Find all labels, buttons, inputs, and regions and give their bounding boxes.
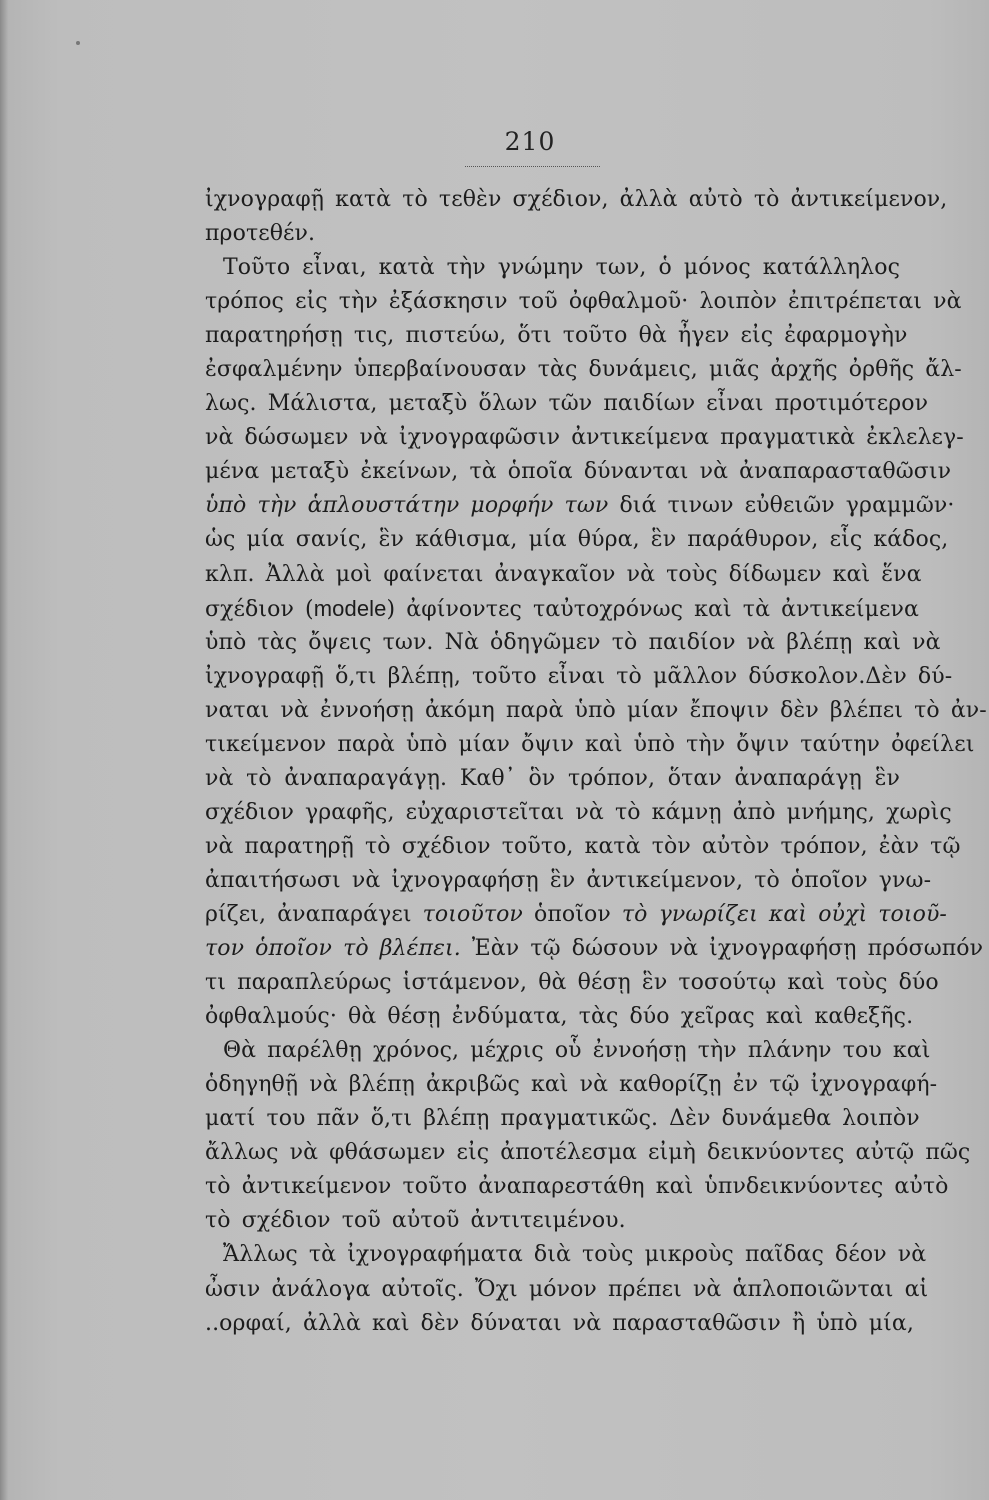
text-span: τὸ σχέδιον τοῦ αὐτοῦ ἀντιτειμένου. xyxy=(205,1208,626,1234)
text-span: Θὰ παρέλθῃ χρόνος, μέχρις οὗ ἐννοήσῃ τὴν πλάνην του καὶ xyxy=(223,1038,931,1064)
text-line xyxy=(205,1102,920,1136)
text-line xyxy=(205,1034,931,1068)
text-span: ὑπὸ τὰς ὄψεις των. Νὰ ὁδηγῶμεν τὸ παιδίον νὰ βλέπῃ καὶ νὰ xyxy=(205,629,941,655)
text-span: νὰ δώσωμεν νὰ ἰχνογραφῶσιν ἀντικείμενα πραγματικὰ ἐκλελεγ- xyxy=(205,425,964,451)
page-spine-shadow xyxy=(0,0,8,1500)
text-span: ὡς μία σανίς, ἓν κάθισμα, μία θύρα, ἓν παράθυρον, εἷς κάδος, xyxy=(205,527,949,553)
text-span: ἀπαιτήσωσι νὰ ἰχνογραφήσῃ ἓν ἀντικείμενον, τὸ ὁποῖον γνω- xyxy=(205,867,932,893)
text-span: τον ὁποῖον τὸ βλέπει. xyxy=(205,936,461,962)
text-line xyxy=(205,353,962,387)
text-line xyxy=(205,1273,929,1307)
text-span: διά τινων εὐθειῶν γραμμῶν· xyxy=(608,493,955,519)
text-line xyxy=(205,898,947,932)
text-span: τοιοῦτον xyxy=(422,901,523,927)
text-span: Τοῦτο εἶναι, κατὰ τὴν γνώμην των, ὁ μόνος κατάλληλος xyxy=(223,255,900,281)
text-line xyxy=(205,183,948,217)
text-span: ὑπὸ τὴν ἁπλουστάτην μορφήν των xyxy=(205,493,609,519)
text-span: modele xyxy=(313,595,387,621)
text-line xyxy=(205,455,952,489)
text-span: ὁδηγηθῇ νὰ βλέπῃ ἀκριβῶς καὶ νὰ καθορίζῃ ἐν τῷ ἰχνογραφή- xyxy=(205,1072,938,1098)
text-line xyxy=(205,523,949,557)
text-span: ἰχνογραφῇ κατὰ τὸ τεθὲν σχέδιον, ἀλλὰ αὐτὸ τὸ ἀντικείμενον, xyxy=(205,187,948,212)
text-line xyxy=(205,285,962,319)
text-span: μένα μεταξὺ ἐκείνων, τὰ ὁποῖα δύνανται νὰ ἀναπαρασταθῶσιν xyxy=(205,459,952,485)
text-span: νὰ παρατηρῇ τὸ σχέδιον τοῦτο, κατὰ τὸν αὐτὸν τρόπον, ἐὰν τῷ xyxy=(205,833,961,859)
text-line xyxy=(205,1238,927,1272)
text-span: σχέδιον ( xyxy=(205,596,314,622)
text-line xyxy=(205,1068,938,1102)
text-span: Ἐὰν τῷ δώσουν νὰ ἰχνογραφήσῃ πρόσωπόν xyxy=(460,936,984,962)
text-span: ) ἀφίνοντες ταὐτοχρόνως καὶ τὰ ἀντικείμενα xyxy=(386,596,919,622)
text-line xyxy=(205,1000,914,1034)
text-line xyxy=(205,626,941,660)
body-text xyxy=(205,183,987,1341)
text-line xyxy=(205,830,961,864)
text-span: ματί του πᾶν ὅ,τι βλέπῃ πραγματικῶς. Δὲν δυνάμεθα λοιπὸν xyxy=(205,1106,920,1132)
text-span: λως. Μάλιστα, μεταξὺ ὅλων τῶν παιδίων εἶναι προτιμότερον xyxy=(205,391,929,417)
text-line xyxy=(205,489,955,523)
header-dotted-rule xyxy=(465,166,600,167)
text-line xyxy=(205,1307,914,1341)
text-span: ρίζει, ἀναπαράγει xyxy=(205,901,423,927)
text-span: νὰ τὸ ἀναπαραγάγῃ. Καθ᾽ ὃν τρόπον, ὅταν ἀναπαράγῃ ἓν xyxy=(205,765,900,791)
text-line xyxy=(205,421,964,455)
text-span: προτεθέν. xyxy=(205,221,316,247)
text-span: Ἄλλως τὰ ἰχνογραφήματα διὰ τοὺς μικροὺς παῖδας δέον νὰ xyxy=(223,1242,927,1268)
text-line xyxy=(205,728,975,762)
text-span: ὦσιν ἀνάλογα αὐτοῖς. Ὄχι μόνον πρέπει νὰ ἁπλοποιῶνται αἱ xyxy=(205,1276,929,1302)
text-line xyxy=(205,864,932,898)
text-span: κλπ. Ἀλλὰ μοὶ φαίνεται ἀναγκαῖον νὰ τοὺς δίδωμεν καὶ ἕνα xyxy=(205,561,922,587)
text-line xyxy=(205,966,939,1000)
text-line xyxy=(205,660,953,694)
text-line xyxy=(205,251,900,285)
text-span: τικείμενον παρὰ ὑπὸ μίαν ὄψιν καὶ ὑπὸ τὴν ὄψιν ταύτην ὀφείλει xyxy=(205,731,975,757)
text-span: παρατηρήσῃ τις, πιστεύω, ὅτι τοῦτο θὰ ἦγεν εἰς ἐφαρμογὴν xyxy=(205,323,908,349)
text-span: τι παραπλεύρως ἱστάμενον, θὰ θέσῃ ἓν τοσούτῳ καὶ τοὺς δύο xyxy=(205,970,939,996)
page-number: 210 xyxy=(504,127,556,156)
text-line xyxy=(205,558,922,592)
text-line xyxy=(205,932,984,966)
text-line xyxy=(205,1136,971,1170)
text-line xyxy=(205,1170,949,1204)
text-span: ἰχνογραφῇ ὅ,τι βλέπῃ, τοῦτο εἶναι τὸ μᾶλλον δύσκολον.Δὲν δύ- xyxy=(205,663,953,689)
text-span: τρόπος εἰς τὴν ἐξάσκησιν τοῦ ὀφθαλμοῦ· λοιπὸν ἐπιτρέπεται νὰ xyxy=(205,289,962,315)
text-span: ὀφθαλμούς· θὰ θέσῃ ἐνδύματα, τὰς δύο χεῖρας καὶ καθεξῆς. xyxy=(205,1004,914,1030)
text-line xyxy=(205,796,952,830)
text-span: σχέδιον γραφῆς, εὐχαριστεῖται νὰ τὸ κάμνῃ ἀπὸ μνήμης, χωρὶς xyxy=(205,799,952,825)
text-span: ὁποῖον xyxy=(522,901,622,927)
text-span: ἄλλως νὰ φθάσωμεν εἰς ἀποτέλεσμα εἰμὴ δεικνύοντες αὐτῷ πῶς xyxy=(205,1140,971,1166)
text-line xyxy=(205,319,908,353)
text-span: τὸ ἀντικείμενον τοῦτο ἀναπαρεστάθη καὶ ὑπνδεικνύοντες αὐτὸ xyxy=(205,1174,949,1200)
text-line xyxy=(205,592,919,626)
text-span: ναται νὰ ἐννοήσῃ ἀκόμη παρὰ ὑπὸ μίαν ἔποψιν δὲν βλέπει τὸ ἀν- xyxy=(205,697,987,723)
text-span: τὸ γνωρίζει καὶ οὐχὶ τοιοῦ- xyxy=(621,901,947,927)
text-line xyxy=(205,387,929,421)
text-line xyxy=(205,1204,900,1238)
text-span: ἐσφαλμένην ὑπερβαίνουσαν τὰς δυνάμεις, μιᾶς ἀρχῆς ὀρθῆς ἄλ- xyxy=(205,357,962,383)
text-span: ..ορφαί, ἀλλὰ καὶ δὲν δύναται νὰ παρασταθῶσιν ἢ ὑπὸ μία, xyxy=(205,1310,914,1336)
text-line xyxy=(205,762,900,796)
paper-speck xyxy=(76,41,80,45)
text-line xyxy=(205,217,900,251)
text-line xyxy=(205,694,987,728)
